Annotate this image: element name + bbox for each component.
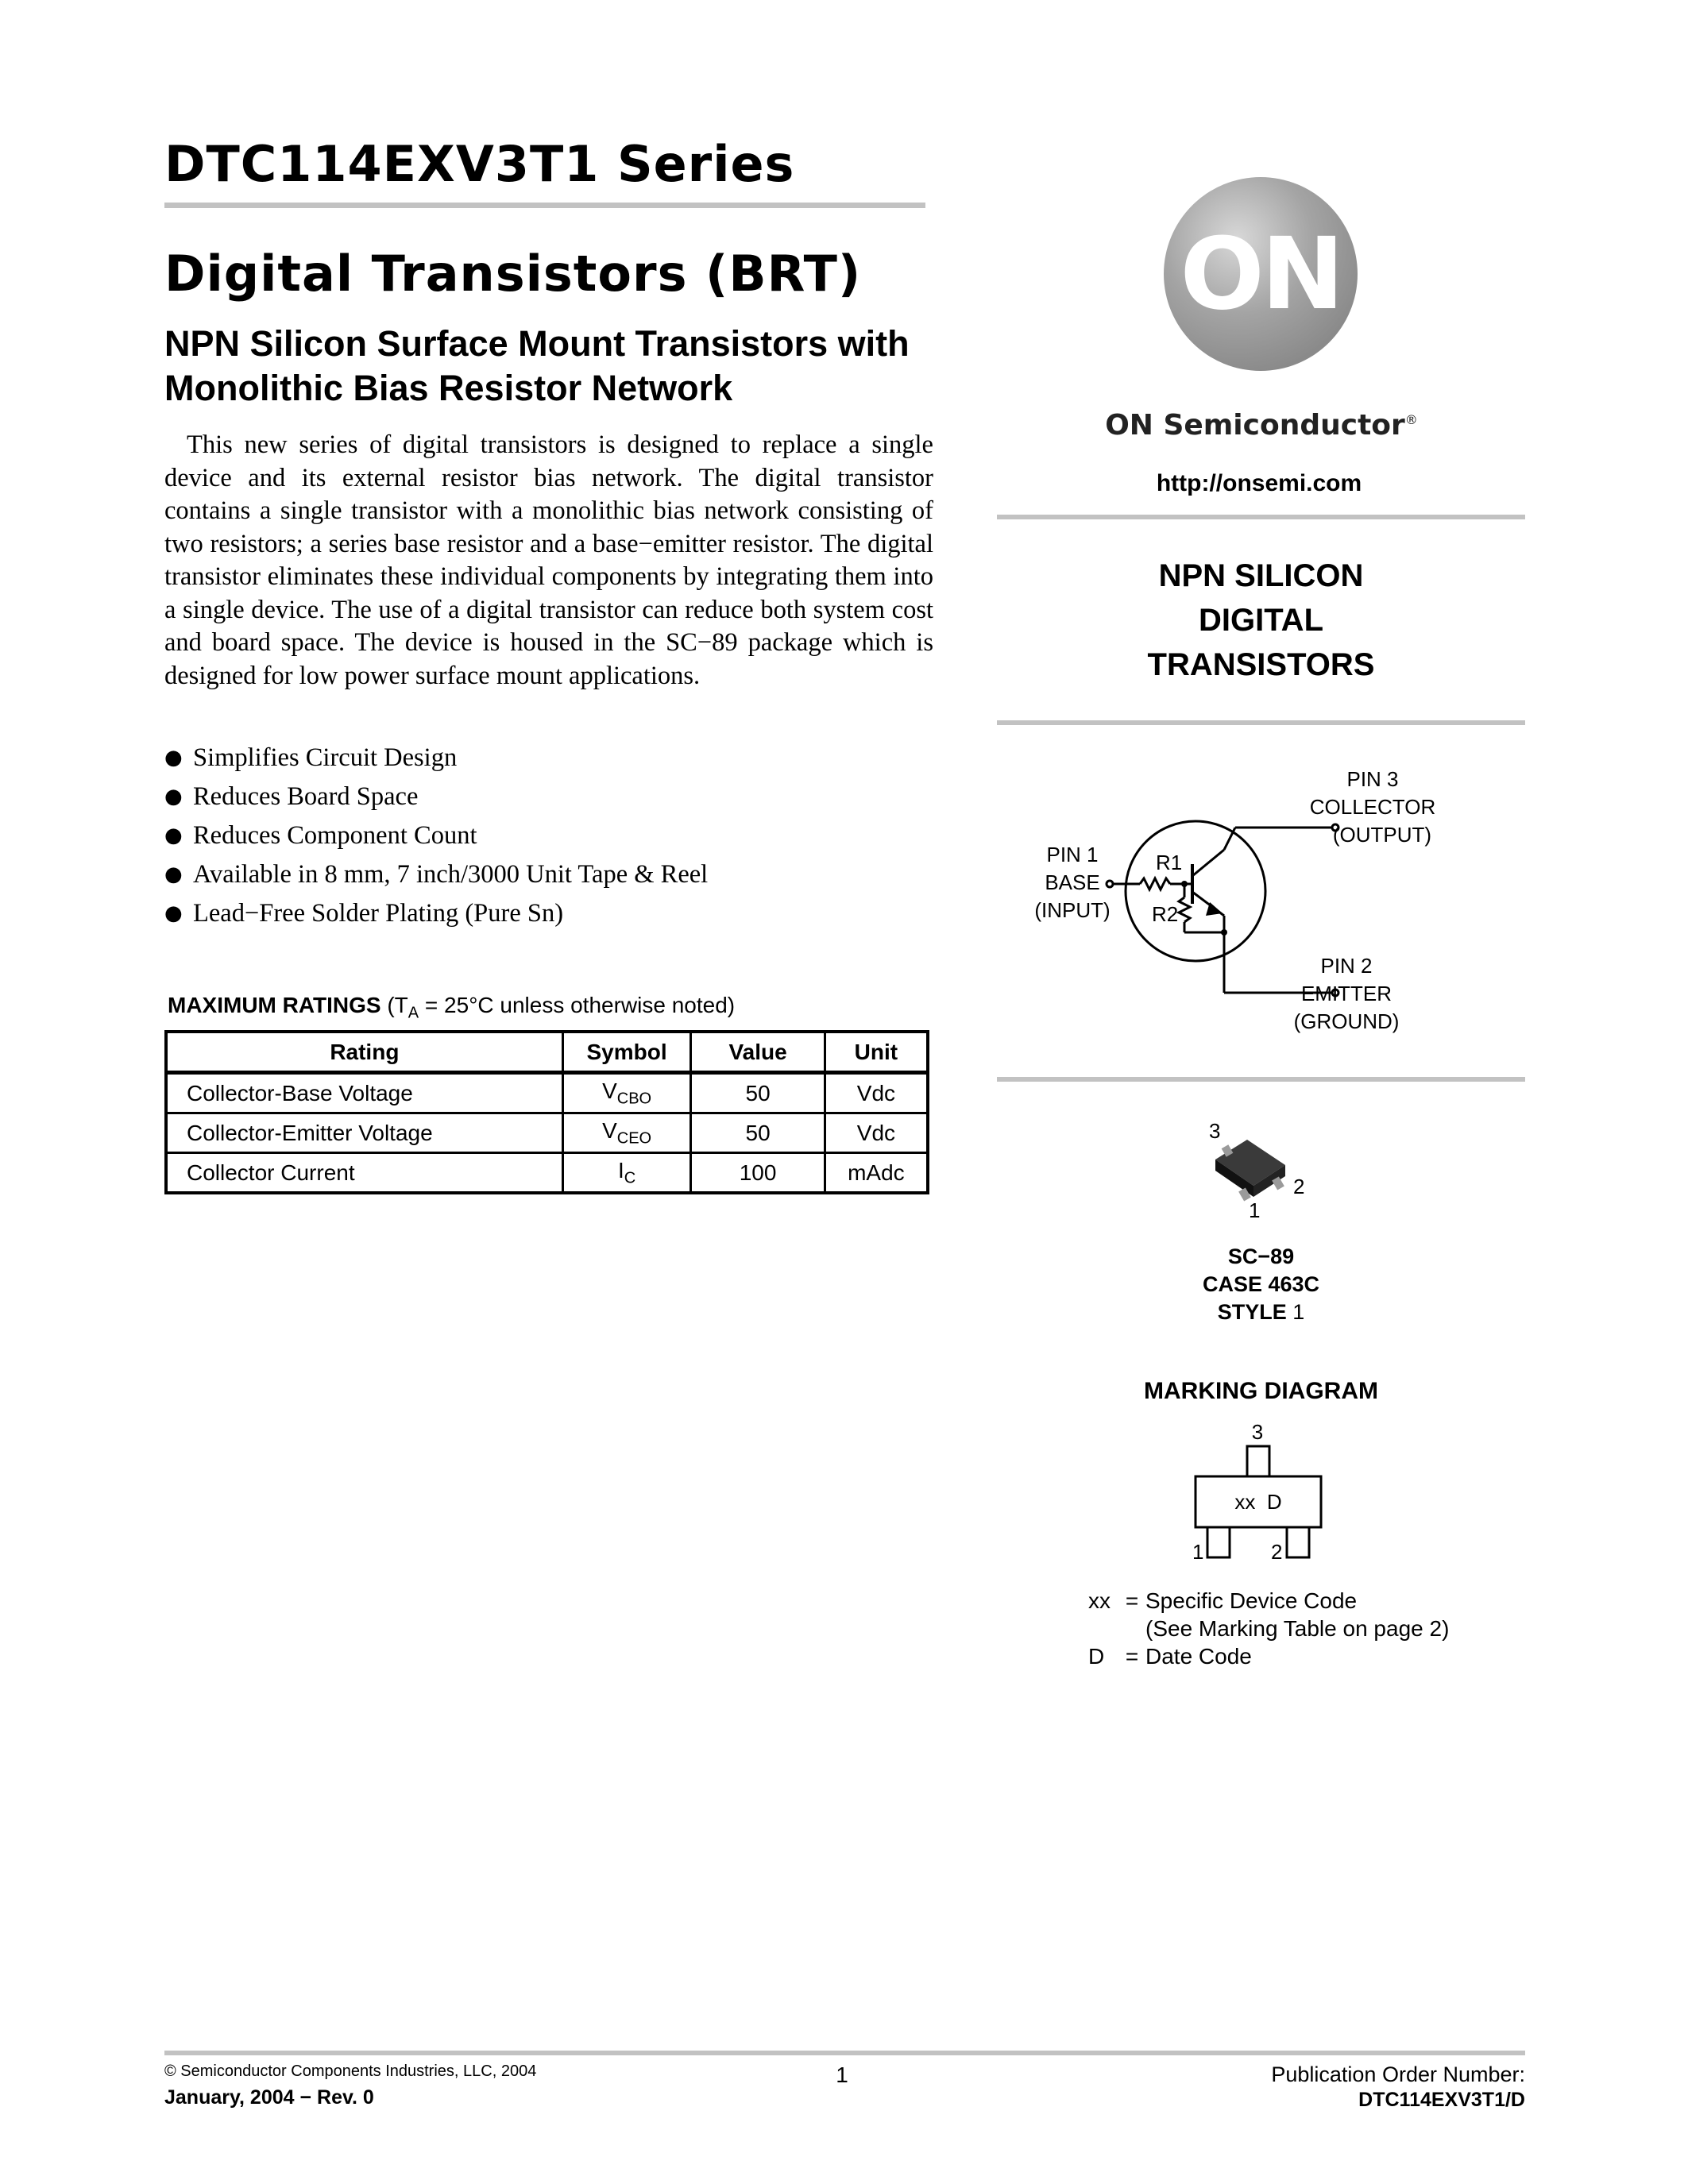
feature-item: ● Reduces Component Count: [164, 816, 933, 855]
logo-text: ON: [1180, 217, 1342, 332]
rating-cell: Collector Current: [166, 1153, 562, 1194]
pin2-role: (GROUND): [1293, 1009, 1400, 1033]
column-header: Value: [691, 1032, 825, 1073]
right-divider: [997, 1077, 1525, 1082]
title-divider: [164, 203, 925, 208]
bullet-icon: ●: [164, 862, 183, 886]
pin1-label: PIN 1: [1046, 843, 1099, 866]
r2-label: R2: [1152, 902, 1179, 926]
series-title: DTC114EXV3T1 Series: [164, 135, 795, 193]
feature-item: ● Lead−Free Solder Plating (Pure Sn): [164, 894, 933, 933]
pin1-terminal: [1107, 881, 1113, 887]
symbol-cell: $I_C$: [562, 1153, 691, 1194]
table-header-row: [166, 1032, 928, 1073]
unit-cell: Vdc: [825, 1073, 928, 1113]
package-pin-label: 3: [1209, 1119, 1221, 1143]
marking-pin-label: 3: [1251, 1420, 1264, 1444]
feature-item: ● Simplifies Circuit Design: [164, 739, 933, 778]
left-pin-outline: [1207, 1527, 1230, 1557]
sc89-package-icon: [1192, 1116, 1319, 1223]
pin1-function: BASE: [1045, 870, 1100, 894]
pin3-label: PIN 3: [1346, 767, 1399, 791]
marking-legend: [1088, 1587, 1449, 1670]
r1-label: R1: [1156, 851, 1183, 874]
feature-list: [164, 739, 933, 933]
r1-resistor: [1140, 878, 1170, 889]
column-header: Unit: [825, 1032, 928, 1073]
r2-resistor: [1179, 897, 1190, 922]
date-revision: January, 2004 − Rev. 0: [164, 2086, 374, 2109]
top-pin-outline: [1247, 1446, 1269, 1476]
rating-cell: Collector-Base Voltage: [166, 1073, 562, 1113]
column-header: Rating: [166, 1032, 562, 1073]
package-pin-label: 1: [1249, 1198, 1261, 1222]
ratings-caption: MAXIMUM RATINGS ($T_A = 25^\circ C$ unless otherwise noted): [168, 993, 736, 1022]
publication-number: DTC114EXV3T1/D: [1358, 2089, 1525, 2111]
junction-dot: [1181, 881, 1188, 887]
package-pin-label: 2: [1293, 1175, 1305, 1198]
package-info: [997, 1243, 1525, 1326]
registered-mark: ®: [1404, 412, 1418, 427]
legend-row: D = Date Code: [1088, 1644, 1252, 1669]
pin1-role: (INPUT): [1034, 898, 1111, 922]
marking-code: xx D: [1234, 1490, 1282, 1514]
right-divider: [997, 720, 1525, 725]
max-ratings-table: [164, 1030, 929, 1194]
bullet-icon: ●: [164, 785, 183, 808]
junction-dot: [1221, 929, 1227, 936]
on-semiconductor-logo: [1161, 175, 1360, 373]
document-title: Digital Transistors (BRT): [164, 245, 862, 303]
pin3-role: (OUTPUT): [1332, 823, 1432, 847]
bullet-icon: ●: [164, 746, 183, 770]
pin2-function: EMITTER: [1300, 982, 1393, 1005]
website-link[interactable]: http://onsemi.com: [1156, 470, 1362, 496]
table-row: [166, 1073, 928, 1113]
footer-divider: [164, 2051, 1525, 2055]
company-name: ON Semiconductor®: [1105, 409, 1418, 442]
table-row: [166, 1113, 928, 1153]
value-cell: 50: [691, 1073, 825, 1113]
legend-row: xx = Specific Device Code: [1088, 1588, 1358, 1613]
pin2-label: PIN 2: [1320, 954, 1373, 978]
transistor-envelope: [1126, 821, 1265, 961]
symbol-cell: $V_{CBO}$: [562, 1073, 691, 1113]
page-number: 1: [836, 2062, 848, 2087]
symbol-cell: $V_{CEO}$: [562, 1113, 691, 1153]
rating-cell: Collector-Emitter Voltage: [166, 1113, 562, 1153]
feature-item: ● Available in 8 mm, 7 inch/3000 Unit Tape & Reel: [164, 855, 933, 894]
package-case: CASE 463C: [1202, 1272, 1320, 1296]
circuit-schematic: [997, 762, 1525, 1056]
value-cell: 100: [691, 1153, 825, 1194]
pin3-function: COLLECTOR: [1309, 795, 1436, 819]
publication-label: Publication Order Number:: [1271, 2062, 1525, 2086]
legend-row: (See Marking Table on page 2): [1145, 1616, 1450, 1641]
package-name: SC−89: [1227, 1244, 1295, 1268]
value-cell: 50: [691, 1113, 825, 1153]
marking-diagram-title: MARKING DIAGRAM: [1144, 1378, 1378, 1404]
collector-lead: [1192, 850, 1224, 876]
bullet-icon: ●: [164, 824, 183, 847]
column-header: Symbol: [562, 1032, 691, 1073]
unit-cell: mAdc: [825, 1153, 928, 1194]
copyright: © Semiconductor Components Industries, LLC, 2004: [164, 2062, 537, 2080]
feature-item: ● Reduces Board Space: [164, 778, 933, 816]
right-heading: NPN SILICON DIGITAL TRANSISTORS: [1147, 558, 1375, 682]
right-pin-outline: [1287, 1527, 1309, 1557]
bullet-icon: ●: [164, 901, 183, 925]
document-subtitle: NPN Silicon Surface Mount Transistors with Monolithic Bias Resistor Network: [164, 323, 910, 408]
intro-paragraph: This new series of digital transistors is designed to replace a single device and its external resistor bias network. The digital transistor contains a single transistor with a monolithic bias network consisting of two resistors; a series base resistor and a base−emitter resistor. The digital transistor eliminates these individual components by integrating them into a single device. The use of a digital transistor can reduce both system cost and board space. The device is housed in the SC−89 package which is designed for low power surface mount applications.: [164, 430, 933, 690]
package-style: STYLE 1: [1217, 1300, 1305, 1324]
marking-diagram: [1176, 1418, 1350, 1572]
marking-pin-label: 2: [1271, 1540, 1283, 1564]
right-divider: [997, 515, 1525, 519]
unit-cell: Vdc: [825, 1113, 928, 1153]
marking-pin-label: 1: [1192, 1540, 1204, 1564]
table-row: [166, 1153, 928, 1194]
